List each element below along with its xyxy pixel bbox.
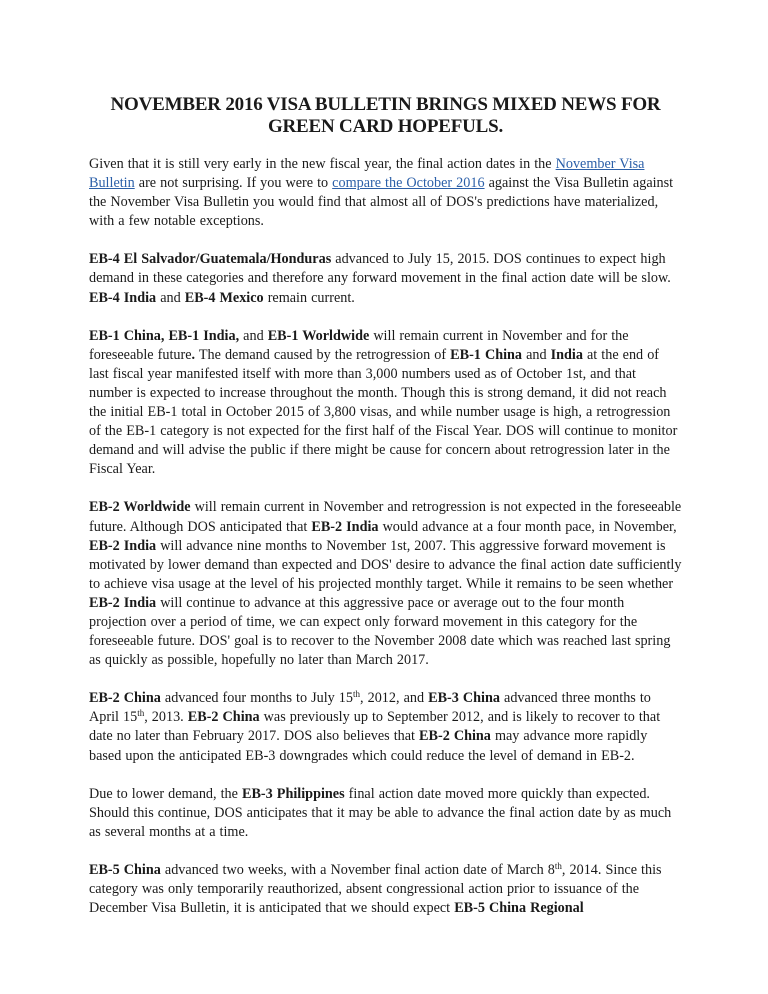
bold-term: EB-3 Philippines <box>242 785 345 802</box>
bold-term: EB-1 Worldwide <box>267 327 370 344</box>
bold-term: EB-2 Worldwide <box>89 499 191 516</box>
text-run: , 2012, and <box>360 690 429 707</box>
bold-term: EB-5 China <box>89 861 161 878</box>
text-run: advanced three months to April 15 <box>89 690 651 726</box>
text-run: will advance nine months to November 1st, 2007. This aggressive forward movement is motivated by lower demand than expected and DOS' desire to advance the final action date sufficiently to achieve visa usage at the level of his projected monthly target. While it remains to be seen whether <box>89 537 682 592</box>
bold-term: EB-2 China <box>419 728 491 745</box>
text-run: will remain current in November and retrogression is not expected in the foreseeable future. Although DOS anticipated that <box>89 499 682 535</box>
bold-term: . <box>191 346 196 363</box>
ordinal-suffix: th <box>554 860 562 871</box>
text-run: , 2013. <box>144 709 188 726</box>
bold-term: EB-2 India <box>89 537 157 554</box>
text-run: would advance at a four month pace, in November, <box>378 518 677 535</box>
text-run: Given that it is still very early in the new fiscal year, the final action dates in the <box>89 156 556 172</box>
bold-term: EB-3 China <box>428 690 500 707</box>
text-run: may advance more rapidly based upon the anticipated EB-3 downgrades which could reduce the level of demand in EB-2. <box>89 728 648 764</box>
bold-term: EB-2 India <box>311 518 379 535</box>
bold-term: EB-2 China <box>187 709 260 726</box>
bold-term: EB-1 China, EB-1 India, <box>89 327 240 344</box>
text-run: at the end of last fiscal year manifested itself with more than 3,000 numbers used as of October 1st, and that number is expected to increase throughout the month. Though this is strong demand, it did not reach the initial EB-1 total in October 2015 of 3,800 visas, and while number usage is high, a retrogression of the EB-1 category is not expected for the first half of the Fiscal Year. DOS will continue to monitor demand and will advise the public if there might be cause for concern about retrogression later in the Fiscal Year. <box>89 346 678 478</box>
ordinal-suffix: th <box>353 689 361 700</box>
bold-term: EB-4 India <box>89 289 157 306</box>
text-run: will continue to advance at this aggressive pace or average out to the four month projection over a period of time, we can expect only forward movement in this category for the foreseeable future. DOS' goal is to recover to the November 2008 date which was reached last spring as quickly as possible, hopefully no later than March 2017. <box>89 594 671 669</box>
paragraph-eb2-worldwide <box>89 498 682 670</box>
text-run: was previously up to September 2012, and is likely to recover to that date no later than February 2017. DOS also believes that <box>89 709 661 745</box>
paragraph-eb4 <box>89 250 682 307</box>
paragraph-eb5-china <box>89 861 682 918</box>
text-run: final action date moved more quickly than expected. Should this continue, DOS anticipates that it may be able to advance the final action date by as much as several months at a time. <box>89 785 672 840</box>
paragraph-eb2-china <box>89 689 682 765</box>
november-visa-bulletin-link[interactable]: November Visa Bulletin <box>89 156 645 192</box>
ordinal-suffix: th <box>137 708 145 719</box>
paragraph-intro <box>89 155 682 231</box>
bold-term: EB-4 El Salvador/Guatemala/Honduras <box>89 251 332 268</box>
text-run: remain current. <box>263 289 355 306</box>
text-run: Due to lower demand, the <box>89 785 242 802</box>
text-run: advanced two weeks, with a November final action date of March 8 <box>160 861 555 878</box>
text-run: advanced to July 15, 2015. DOS continues to expect high demand in these categories and therefore any forward movement in the final action date will be slow. <box>89 251 671 287</box>
paragraph-eb1 <box>89 327 682 480</box>
text-run: and <box>156 289 185 306</box>
text-run: , 2014. Since this category was only temporarily reauthorized, absent congressional action prior to issuance of the December Visa Bulletin, it is anticipated that we should expect <box>89 861 662 917</box>
text-run: The demand caused by the retrogression of <box>195 346 451 363</box>
bold-term: EB-1 China <box>450 346 523 363</box>
compare-october-link[interactable]: compare the October 2016 <box>332 175 485 192</box>
page-title: NOVEMBER 2016 VISA BULLETIN BRINGS MIXED NEWS FOR GREEN CARD HOPEFULS. <box>110 94 661 137</box>
text-run: advanced four months to July 15 <box>160 690 353 707</box>
text-run: against the Visa Bulletin against the November Visa Bulletin you would find that almost all of DOS's predictions have materialized, with a few notable exceptions. <box>89 175 674 230</box>
paragraph-eb3-philippines <box>89 785 682 842</box>
bold-term: EB-2 India <box>89 594 157 611</box>
text-run: will remain current in November and for the foreseeable future <box>89 327 629 363</box>
text-run: and <box>239 327 268 344</box>
text-run: and <box>522 346 551 363</box>
bold-term: India <box>550 346 583 363</box>
text-run: are not surprising. If you were to <box>134 175 333 192</box>
bold-term: EB-4 Mexico <box>184 289 264 306</box>
bold-term: EB-5 China Regional <box>454 900 584 917</box>
bold-term: EB-2 China <box>89 690 161 707</box>
